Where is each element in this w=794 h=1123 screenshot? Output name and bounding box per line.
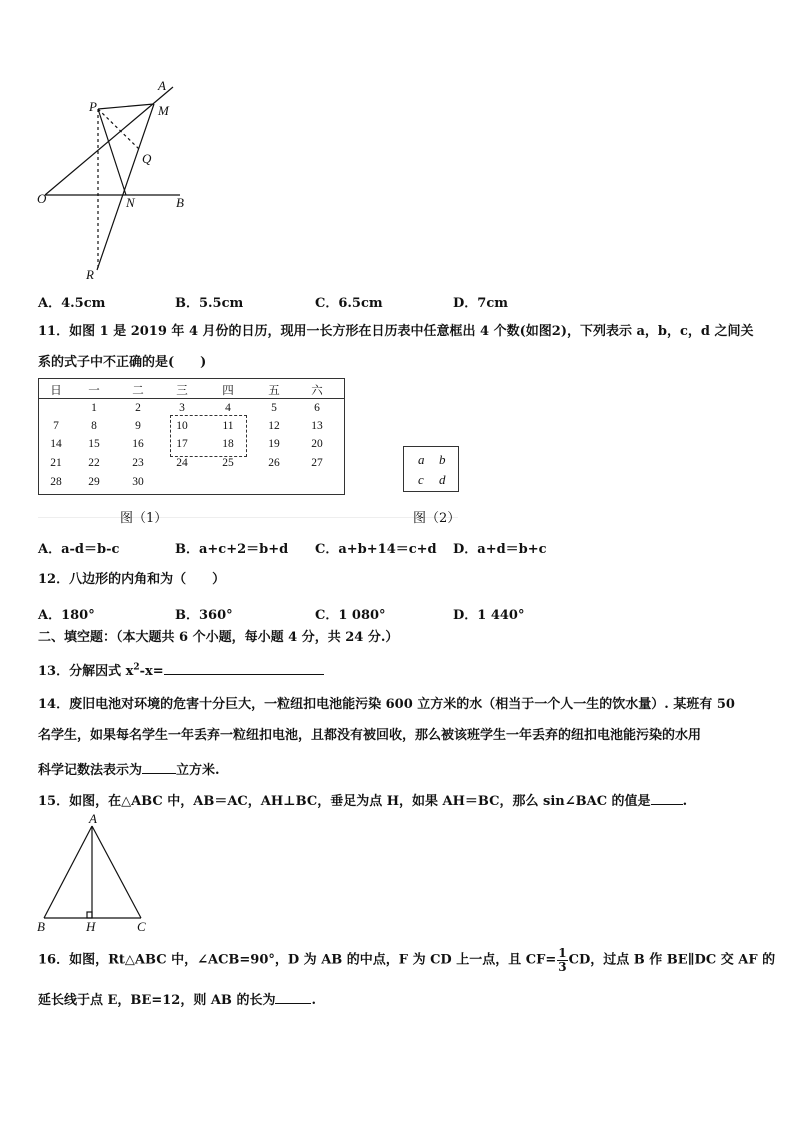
q12-option-c: C．1 080° — [315, 608, 386, 623]
calendar-day-cell: 29 — [88, 476, 100, 488]
label-O: O — [37, 191, 47, 206]
caption-divider — [38, 517, 458, 518]
calendar-day-cell: 6 — [314, 402, 320, 414]
cell-d: d — [439, 472, 446, 487]
calendar-day-cell: 24 — [176, 457, 188, 469]
cell-c: c — [418, 472, 424, 487]
fraction-numerator: 1 — [558, 946, 567, 960]
label-B: B — [37, 919, 45, 934]
calendar-day-cell: 23 — [132, 457, 144, 469]
label-P: P — [89, 99, 97, 114]
calendar-day-cell: 10 — [176, 420, 188, 432]
q16-line2-pre: 延长线于点 E，BE=12，则 AB 的长为 — [38, 993, 276, 1008]
label-C: C — [137, 919, 146, 934]
calendar-day-cell: 11 — [222, 420, 234, 432]
section-2-heading: 二、填空题：（本大题共 6 个小题，每小题 4 分，共 24 分.） — [38, 630, 399, 645]
weekday-wed: 三 — [176, 385, 188, 397]
q16-line1-pre: 16．如图，Rt△ABC 中，∠ACB=90°，D 为 AB 的中点，F 为 CD 上一点，且 CF= — [38, 952, 557, 968]
fig1-caption: 图（1） — [120, 511, 168, 526]
q16-line1-post: CD，过点 B 作 BE∥DC 交 AF 的 — [568, 952, 776, 968]
q10-option-c: C．6.5cm — [315, 296, 383, 311]
q10-option-b: B．5.5cm — [175, 296, 244, 311]
q16-line2-post: . — [311, 993, 316, 1008]
calendar-day-cell: 25 — [222, 457, 234, 469]
calendar-day-cell: 8 — [91, 420, 97, 432]
q13-stem — [38, 662, 324, 678]
line-MR — [97, 104, 154, 270]
weekday-mon: 一 — [88, 385, 100, 397]
q15-triangle-figure — [34, 812, 154, 937]
calendar-day-cell: 5 — [271, 402, 277, 414]
q14-line1: 14．废旧电池对环境的危害十分巨大，一粒纽扣电池能污染 600 立方米的水（相当于一个人一生的饮水量）. 某班有 50 — [38, 697, 735, 712]
calendar-day-cell: 26 — [268, 457, 280, 469]
calendar-day-cell: 12 — [268, 420, 280, 432]
weekday-sun: 日 — [50, 385, 62, 397]
weekday-fri: 五 — [268, 385, 280, 397]
q15-stem — [38, 792, 687, 808]
calendar-day-cell: 20 — [311, 438, 323, 450]
q14-answer-blank[interactable] — [142, 761, 176, 774]
q15-stem-post: . — [682, 794, 688, 809]
label-H: H — [86, 919, 96, 934]
calendar-day-cell: 9 — [135, 420, 141, 432]
calendar-day-cell: 19 — [268, 438, 280, 450]
calendar-day-cell: 15 — [88, 438, 100, 450]
calendar-day-cell: 18 — [222, 438, 234, 450]
cell-a: a — [418, 452, 425, 467]
q14-line3-pre: 科学记数法表示为 — [38, 763, 143, 778]
q15-answer-blank[interactable] — [651, 792, 683, 805]
calendar-day-cell: 4 — [225, 402, 231, 414]
calendar-day-cell: 3 — [179, 402, 185, 414]
q16-line2 — [38, 991, 316, 1007]
calendar-day-cell: 2 — [135, 402, 141, 414]
q13-suffix: -x= — [139, 664, 164, 679]
q10-option-a: A．4.5cm — [38, 296, 106, 311]
q11-option-c: C．a+b+14＝c+d — [315, 542, 437, 557]
q16-fraction — [557, 947, 567, 973]
q11-option-d: D．a+d＝b+c — [453, 542, 547, 557]
q13-exponent: 2 — [133, 662, 140, 673]
fig2-caption: 图（2） — [413, 511, 461, 526]
fraction-denominator: 3 — [558, 959, 567, 974]
calendar-day-cell: 7 — [53, 420, 59, 432]
cell-b: b — [439, 452, 446, 467]
side-AB — [44, 826, 92, 918]
calendar-table — [38, 378, 345, 495]
q12-stem: 12．八边形的内角和为（ ） — [38, 572, 226, 587]
q10-figure — [30, 75, 200, 285]
abcd-box — [403, 446, 459, 492]
calendar-day-cell: 14 — [50, 438, 62, 450]
weekday-sat: 六 — [311, 385, 323, 397]
calendar-day-cell: 28 — [50, 476, 62, 488]
calendar-day-cell: 30 — [132, 476, 144, 488]
calendar-day-cell: 17 — [176, 438, 188, 450]
calendar-header-row — [39, 379, 344, 399]
line-PM — [98, 104, 154, 109]
label-R: R — [86, 267, 94, 282]
label-B: B — [176, 195, 184, 210]
q14-line3 — [38, 761, 220, 777]
calendar-day-cell: 13 — [311, 420, 323, 432]
calendar-day-cell: 22 — [88, 457, 100, 469]
q12-option-d: D．1 440° — [453, 608, 525, 623]
calendar-day-cell: 21 — [50, 457, 62, 469]
q16-answer-blank[interactable] — [275, 991, 311, 1004]
calendar-day-cell: 1 — [91, 402, 97, 414]
label-Q: Q — [142, 151, 152, 166]
q11-option-b: B．a+c+2＝b+d — [175, 542, 289, 557]
q14-line3-post: 立方米. — [176, 763, 220, 778]
q13-answer-blank[interactable] — [164, 662, 324, 675]
q12-option-a: A．180° — [38, 608, 95, 623]
q11-option-a: A．a-d＝b-c — [38, 542, 120, 557]
q13-prefix: 13．分解因式 x — [38, 664, 134, 679]
q11-stem-line2: 系的式子中不正确的是( ) — [38, 355, 207, 370]
calendar-day-cell: 27 — [311, 457, 323, 469]
right-angle-mark — [87, 912, 92, 918]
weekday-thu: 四 — [222, 385, 234, 397]
label-M: M — [158, 103, 169, 118]
label-A: A — [158, 78, 166, 93]
q16-line1 — [38, 947, 775, 974]
calendar-day-cell: 16 — [132, 438, 144, 450]
selection-frame — [170, 415, 247, 457]
q11-stem-line1: 11．如图 1 是 2019 年 4 月份的日历，现用一长方形在日历表中任意框出 4 个数(如图2)，下列表示 a，b，c，d 之间关 — [38, 324, 754, 339]
q15-stem-pre: 15．如图，在△ABC 中，AB＝AC，AH⊥BC，垂足为点 H，如果 AH＝BC，那么 sin∠BAC 的值是 — [38, 794, 651, 809]
q14-line2: 名学生，如果每名学生一年丢弃一粒纽扣电池，且都没有被回收，那么被该班学生一年丢弃的纽扣电池能污染的水用 — [38, 728, 702, 743]
q12-option-b: B．360° — [175, 608, 233, 623]
side-AC — [92, 826, 141, 918]
weekday-tue: 二 — [132, 385, 144, 397]
label-N: N — [126, 195, 135, 210]
q10-option-d: D．7cm — [453, 296, 508, 311]
label-A: A — [89, 812, 97, 826]
